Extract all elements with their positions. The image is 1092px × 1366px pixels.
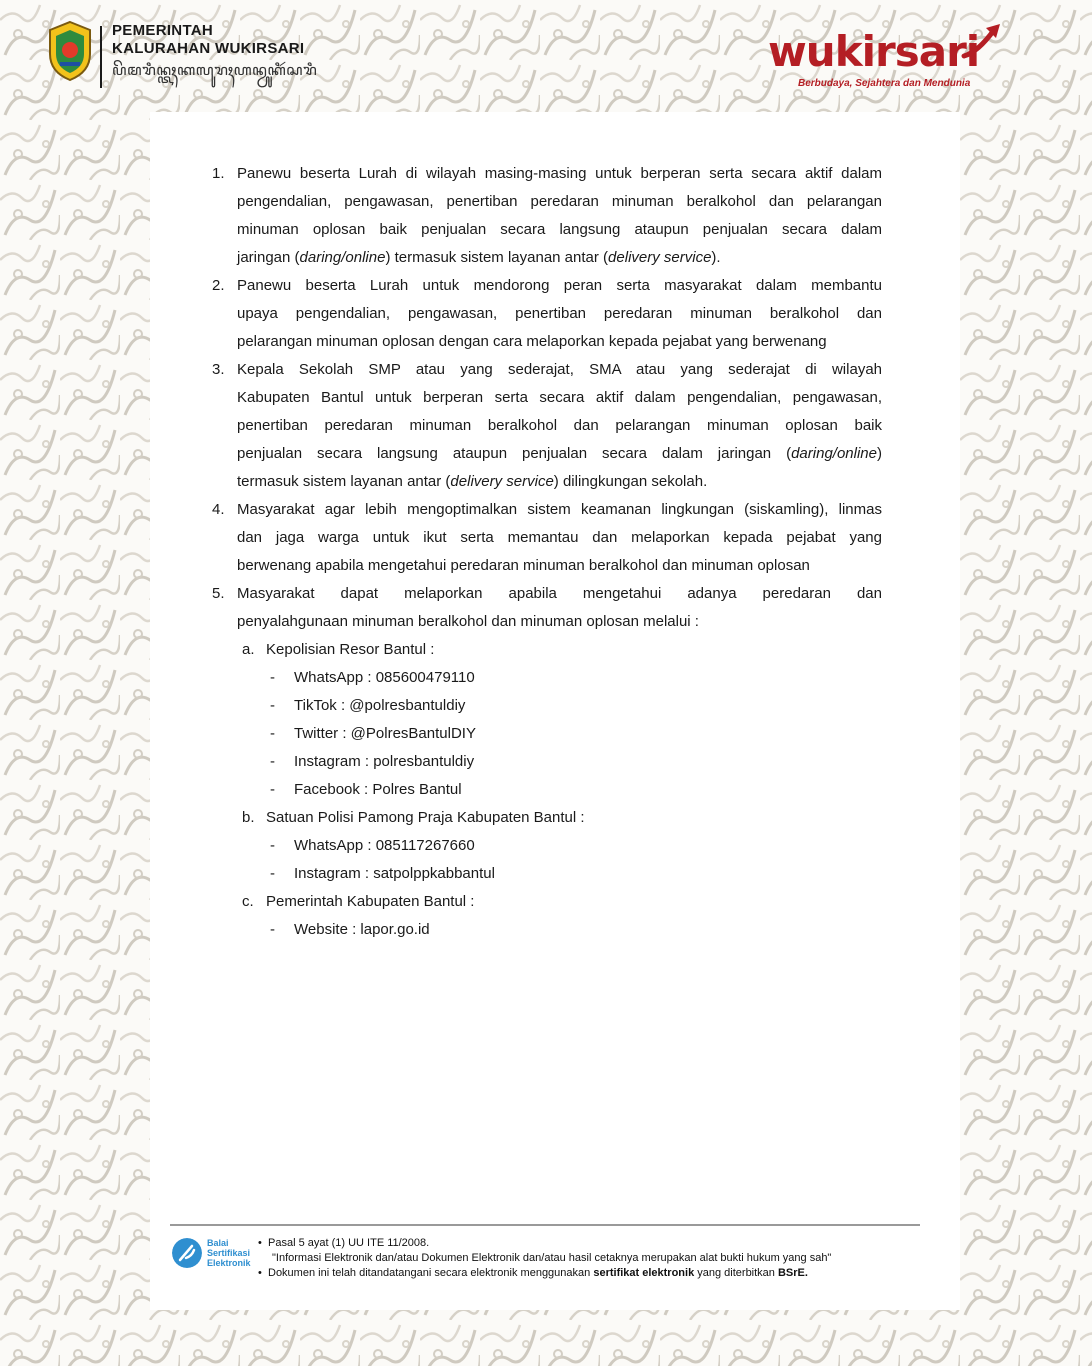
- text-line: Kepala Sekolah SMP atau yang sederajat, SMA atau yang sederajat di wilayah: [237, 361, 882, 378]
- text-line: pengendalian, pengawasan, penertiban peredaran minuman beralkohol dan pelarangan: [237, 193, 882, 210]
- contact-item: - Twitter : @PolresBantulDIY: [270, 725, 476, 742]
- kalurahan-name: KALURAHAN WUKIRSARI: [112, 40, 305, 57]
- contact-item: - Website : lapor.go.id: [270, 921, 430, 938]
- government-title: PEMERINTAH: [112, 22, 214, 39]
- text-line: jaringan (daring/online) termasuk sistem layanan antar (delivery service).: [237, 249, 721, 266]
- footer-divider: [170, 1224, 920, 1226]
- letterhead: [0, 0, 1092, 112]
- list-item: [212, 496, 882, 580]
- sub-label: Satuan Polisi Pamong Praja Kabupaten Bantul :: [266, 809, 585, 826]
- header-divider: [100, 26, 102, 88]
- item-number: 1.: [212, 165, 225, 182]
- text-line: upaya pengendalian, pengawasan, penertiban peredaran minuman beralkohol dan: [237, 305, 882, 322]
- contact-item: - Instagram : satpolppkabbantul: [270, 865, 495, 882]
- text-line: termasuk sistem layanan antar (delivery service) dilingkungan sekolah.: [237, 473, 708, 490]
- sub-list-item: [212, 888, 882, 916]
- list-item: [212, 356, 882, 496]
- sub-letter: b.: [242, 809, 255, 826]
- footer-notes: [258, 1236, 908, 1281]
- contact-item: - WhatsApp : 085117267660: [270, 837, 475, 854]
- footer-note-quote: "Informasi Elektronik dan/atau Dokumen Elektronik dan/atau hasil cetaknya merupakan alat bukti hukum yang sah": [272, 1252, 832, 1264]
- item-number: 2.: [212, 277, 225, 294]
- list-item: [212, 272, 882, 356]
- brand-tagline: Berbudaya, Sejahtera dan Mendunia: [798, 78, 971, 89]
- sub-label: Kepolisian Resor Bantul :: [266, 641, 435, 658]
- item-number: 5.: [212, 585, 225, 602]
- text-line: dan jaga warga untuk ikut serta memantau dan melaporkan kepada pejabat yang: [237, 529, 882, 546]
- sub-list-item: [212, 636, 882, 664]
- sub-label: Pemerintah Kabupaten Bantul :: [266, 893, 475, 910]
- contact-item: - Instagram : polresbantuldiy: [270, 753, 475, 770]
- item-number: 4.: [212, 501, 225, 518]
- contact-item: - WhatsApp : 085600479110: [270, 669, 475, 686]
- item-number: 3.: [212, 361, 225, 378]
- text-line: Panewu beserta Lurah di wilayah masing-masing untuk berperan serta secara aktif dalam: [237, 165, 882, 182]
- document-body: [212, 160, 882, 944]
- text-line: penyalahgunaan minuman beralkohol dan minuman oplosan melalui :: [237, 613, 699, 630]
- text-line: minuman oplosan baik penjualan secara langsung ataupun penjualan secara dalam: [237, 221, 882, 238]
- footer-note-signature: • Dokumen ini telah ditandatangani secara elektronik menggunakan sertifikat elektronik yang diterbitkan BSrE.: [258, 1266, 908, 1281]
- sub-letter: a.: [242, 641, 255, 658]
- arrow-logo-icon: [960, 22, 1004, 60]
- kalurahan-emblem-icon: [46, 20, 94, 82]
- text-line: pelarangan minuman oplosan dengan cara melaporkan kepada pejabat yang berwenang: [237, 333, 827, 350]
- text-line: penertiban peredaran minuman beralkohol dan pelarangan minuman oplosan baik: [237, 417, 882, 434]
- wukirsari-logo: wukirsari: [768, 27, 980, 76]
- list-item: [212, 580, 882, 636]
- bsre-logo-icon: [172, 1238, 202, 1268]
- text-line: penjualan secara langsung ataupun penjualan secara dalam jaringan (daring/online): [237, 445, 882, 462]
- list-item: [212, 160, 882, 272]
- text-line: Masyarakat agar lebih mengoptimalkan sistem keamanan lingkungan (siskamling), linmas: [237, 501, 882, 518]
- contact-item: - TikTok : @polresbantuldiy: [270, 697, 466, 714]
- text-line: Masyarakat dapat melaporkan apabila mengetahui adanya peredaran dan: [237, 585, 882, 602]
- text-line: Panewu beserta Lurah untuk mendorong peran serta masyarakat dalam membantu: [237, 277, 882, 294]
- text-line: Kabupaten Bantul untuk berperan serta secara aktif dalam pengendalian, pengawasan,: [237, 389, 882, 406]
- sub-list-item: [212, 804, 882, 832]
- javanese-script-name: ꦥꦼꦩꦫꦶꦤ꧀ꦠꦃꦏꦭꦸꦫꦃꦲꦤ꧀ꦮꦸꦏꦶꦂꦱꦫꦶ: [112, 61, 318, 79]
- text-line: berwenang apabila mengetahui peredaran minuman beralkohol dan minuman oplosan: [237, 557, 810, 574]
- contact-item: - Facebook : Polres Bantul: [270, 781, 462, 798]
- footer-note-law: • Pasal 5 ayat (1) UU ITE 11/2008.: [258, 1236, 908, 1251]
- bsre-logo-text: Balai Sertifikasi Elektronik: [207, 1238, 251, 1268]
- sub-letter: c.: [242, 893, 254, 910]
